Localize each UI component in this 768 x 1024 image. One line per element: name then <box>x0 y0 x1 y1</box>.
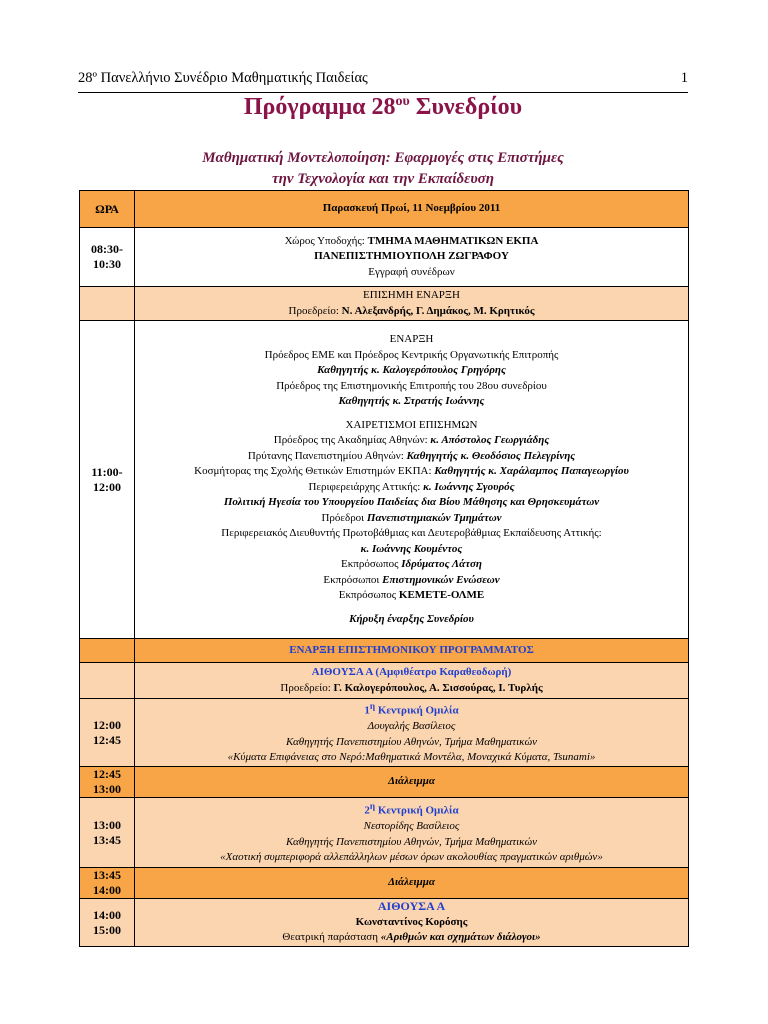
subtitle-line-2: την Τεχνολογία και την Εκπαίδευση <box>271 171 494 187</box>
table-row <box>80 663 689 699</box>
page-title: Πρόγραμμα $28^{o\upsilon}$ Συνεδρίου <box>243 94 523 120</box>
time-cell: 13:45 14:00 <box>80 868 135 899</box>
table-row <box>80 639 689 663</box>
table-row <box>80 899 689 947</box>
time-cell: 12:00 12:45 <box>80 699 135 767</box>
page-header <box>78 70 688 90</box>
time-cell <box>80 287 135 321</box>
opening-cell: ΕΝΑΡΞΗ Πρόεδρος ΕΜΕ και Πρόεδρος Κεντρικής Οργανωτικής Επιτροπής Καθηγητής κ. Καλογερόπουλος Γρηγόρης Πρόεδρος της Επιστημονικής Επιτροπής του 28ου συνεδρίου Καθηγητής κ. Στρατής Ιωάννης ΧΑΙΡΕΤΙΣΜΟΙ ΕΠΙΣΗΜΩΝ Πρόεδρος της Ακαδημίας Αθηνών: κ. Απόστολος Γεωργιάδης Πρύτανης Πανεπιστημίου Αθηνών: Καθηγητής κ. Θεοδόσιος Πελεγρίνης Κοσμήτορας της Σχολής Θετικών Επιστημών ΕΚΠΑ: Καθηγητής κ. Χαράλαμπος Παπαγεωργίου Περιφερειάρχης Αττικής: κ. Ιωάννης Σγουρός Πολιτική Ηγεσία του Υπουργείου Παιδείας δια Βίου Μάθησης και Θρησκευμάτων Πρόεδροι Πανεπιστημιακών Τμημάτων Περιφερειακός Διευθυντής Πρωτοβάθμιας και Δευτεροβάθμιας Εκπαίδευσης Αττικής: κ. Ιωάννης Κουμέντος Εκπρόσωπος Ιδρύματος Λάτση Εκπρόσωποι Επιστημονικών Ενώσεων Εκπρόσωπος ΚΕΜΕΤΕ-ΟΛΜΕ Κήρυξη έναρξης Συνεδρίου <box>135 321 689 639</box>
table-row <box>80 287 689 321</box>
time-cell: 14:00 15:00 <box>80 899 135 947</box>
time-cell: 11:00- 12:00 <box>80 321 135 639</box>
page-number: 1 <box>680 70 688 86</box>
keynote-2-cell: $2^\eta$ Κεντρική Ομιλία Νεστορίδης Βασίλειος Καθηγητής Πανεπιστημίου Αθηνών, Τμήμα Μαθηματικών «Χαοτική συμπεριφορά αλλεπάλληλων μέσων όρων ακολουθίας πραγματικών αριθμών» <box>135 798 689 868</box>
program-table <box>79 190 689 947</box>
time-cell <box>80 639 135 663</box>
table-row <box>80 798 689 868</box>
break-cell: Διάλειμμα <box>135 767 689 798</box>
header-divider <box>78 92 688 93</box>
table-row <box>80 868 689 899</box>
table-row <box>80 321 689 639</box>
registration-cell: Χώρος Υποδοχής: ΤΜΗΜΑ ΜΑΘΗΜΑΤΙΚΩΝ ΕΚΠΑ ΠΑΝΕΠΙΣΤΗΜΙΟΥΠΟΛΗ ΖΩΓΡΑΦΟΥ Εγγραφή συνέδρων <box>135 228 689 287</box>
conference-subtitle <box>78 148 688 190</box>
time-cell: 12:45 13:00 <box>80 767 135 798</box>
break-cell: Διάλειμμα <box>135 868 689 899</box>
table-row <box>80 699 689 767</box>
table-header-row <box>80 191 689 228</box>
time-column-header: ΩΡΑ <box>80 191 135 228</box>
scientific-program-heading: ΕΝΑΡΞΗ ΕΠΙΣΤΗΜΟΝΙΚΟΥ ΠΡΟΓΡΑΜΜΑΤΟΣ <box>135 639 689 663</box>
day-header: Παρασκευή Πρωί, 11 Νοεμβρίου 2011 <box>135 191 689 228</box>
table-row <box>80 228 689 287</box>
theatre-cell: ΑΙΘΟΥΣΑ Α Κωνσταντίνος Κορόσης Θεατρική παράσταση «Αριθμών και σχημάτων διάλογοι» <box>135 899 689 947</box>
time-cell: 08:30- 10:30 <box>80 228 135 287</box>
table-row <box>80 767 689 798</box>
header-title: 28º Πανελλήνιο Συνέδριο Μαθηματικής Παιδείας <box>78 70 368 86</box>
hall-a-cell: ΑΙΘΟΥΣΑ Α (Αμφιθέατρο Καραθεοδωρή) Προεδρείο: Γ. Καλογερόπουλος, Α. Σισσούρας, Ι. Τυρλής <box>135 663 689 699</box>
time-cell <box>80 663 135 699</box>
official-opening-cell: ΕΠΙΣΗΜΗ ΕΝΑΡΞΗ Προεδρείο: Ν. Αλεξανδρής, Γ. Δημάκος, Μ. Κρητικός <box>135 287 689 321</box>
keynote-1-cell: $1^\eta$ Κεντρική Ομιλία Δουγαλής Βασίλειος Καθηγητής Πανεπιστημίου Αθηνών, Τμήμα Μαθηματικών «Κύματα Επιφάνειας στο Νερό:Μαθηματικά Μοντέλα, Μοναχικά Κύματα, Tsunami» <box>135 699 689 767</box>
time-cell: 13:00 13:45 <box>80 798 135 868</box>
subtitle-line-1: Μαθηματική Μοντελοποίηση: Εφαρμογές στις Επιστήμες <box>202 150 564 166</box>
